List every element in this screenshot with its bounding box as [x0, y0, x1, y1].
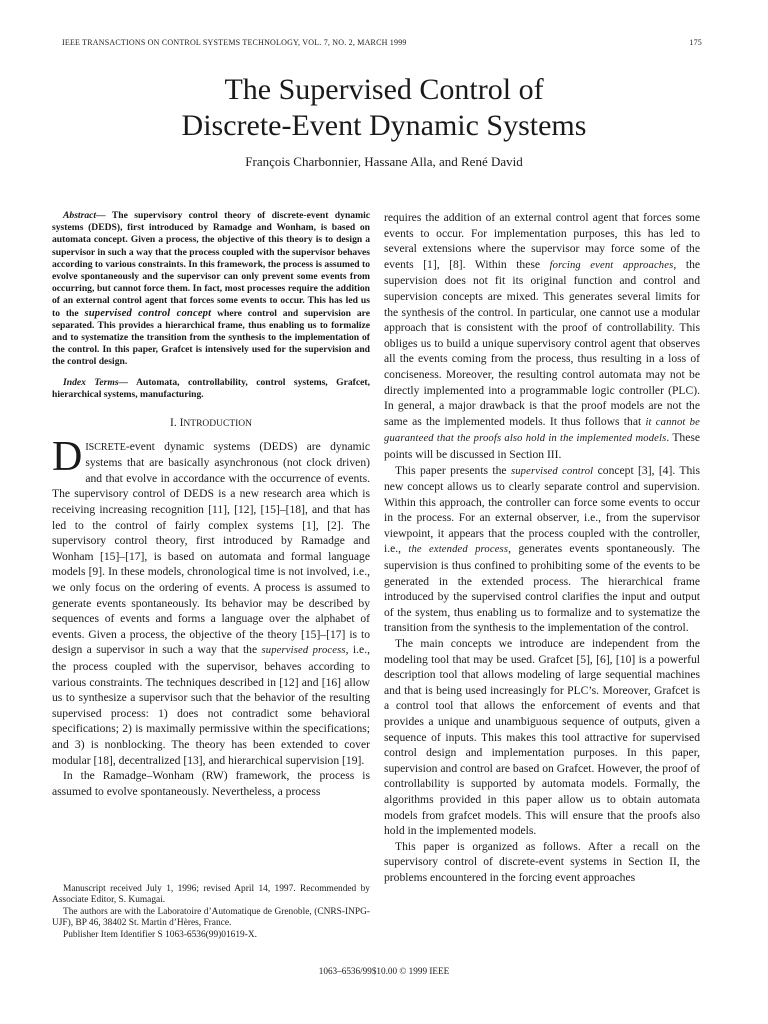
right-paragraph-3: The main concepts we introduce are independent from the modeling tool that may be used. Grafcet [5], [6], [10] is a powerful description tool that allows modeling of large sequential machines and that is being used increasingly for PLC’s. Moreover, Grafcet is a control tool that allows the enforcement of events and that provides a unique and unambiguous sequence of outputs, given a sequence of inputs. This makes this tool attractive for supervised control design and implementation purposes. In this paper, supervision and control are based on Grafcet. However, the proof of controllability is supported by automata models. Formally, the algorithms provided in this paper allow us to obtain automata models from grafcet models. This will ensure that the proofs also hold in the implemented models. — [384, 637, 700, 838]
footnote-manuscript: Manuscript received July 1, 1996; revised April 14, 1997. Recommended by Associate Editor, S. Kumagai. — [52, 884, 370, 906]
footnote — [52, 884, 370, 941]
intro-paragraph-1: DISCRETE-event dynamic systems (DEDS) are dynamic systems that are basically asynchronous (not clock driven) and that evolve in accordance with the occurrence of events. The supervisory control of DEDS is a new research area which is receiving increasing recognition [11], [12], [15]–[18], and that has led to the control of fairly complex systems [1], [2]. The supervisory control theory, first introduced by Ramadge and Wonham [15]–[17], is based on automata and formal language models [9]. In these models, chronological time is not involved, i.e., we only focus on the ordering of events. A process is assumed to generate events spontaneously. Its behavior may be described by sequences of events and forms a language over the alphabet of events. Given a process, the objective of the theory [15]–[17] is to design a supervisor in such a way that the supervised process, i.e., the process coupled with the supervisor, behaves according to various constraints. The techniques described in [12] and [16] allow us to synthesize a supervisor such that the behavior of the resulting supervised process: 1) does not contradict some behavioral specifications; 2) is maximally permissive within the specifications; and 3) is nonblocking. The theory has been extended to cover modular [18], decentralized [13], and hierarchical supervision [19]. — [52, 433, 370, 767]
left-column — [52, 210, 370, 799]
title-line-2: Discrete-Event Dynamic Systems — [181, 109, 587, 142]
section-heading-introduction: I. INTRODUCTION — [169, 417, 253, 430]
index-terms-lead: Index Terms— — [63, 376, 129, 388]
abstract-text-1: The supervisory control theory of discrete-event dynamic systems (DEDS), first introduced by Ramadge and Wonham, is based on automata concept. Given a process, the objective of this theory is to design a supervisor in such a way that the process coupled with the supervisor behaves according to various constraints. In this framework, the process is assumed to evolve spontaneously and the supervisor can only prevent some events from occurring, but cannot force them. In fact, most processes require the addition of an external control agent that forces some events to occur. This has led us to the — [52, 210, 370, 319]
title-line-1: The Supervised Control of — [224, 73, 544, 106]
author-list: François Charbonnier, Hassane Alla, and René David — [245, 154, 523, 169]
page-number: 175 — [689, 38, 702, 47]
right-paragraph-2: This paper presents the supervised control concept [3], [4]. This new concept allows us to clearly separate control and supervision. Within this approach, the controller can force some events to occur in the process. For an external observer, i.e., from the supervisor viewpoint, it appears that the process coupled with the controller, i.e., the extended process, generates events spontaneously. The supervision is thus confined to prohibiting some of the events to be generated in the extended process. The hierarchical frame introduced by the supervised control clarifies the input and output of the system, thus enabling us to formalize and to systematize the transition from the synthesis to the implementation of the control. — [384, 463, 700, 635]
copyright-line: 1063–6536/99$10.00 © 1999 IEEE — [318, 966, 450, 976]
footnote-affiliation: The authors are with the Laboratoire d’Automatique de Grenoble, (CNRS-INPG-UJF), BP 46, 38402 St. Martin d’Hères, France. — [52, 906, 370, 929]
paper-title — [0, 72, 768, 144]
index-terms-text: Automata, controllability, control systems, Grafcet, hierarchical systems, manufacturing. — [52, 376, 370, 400]
running-head — [62, 38, 702, 47]
right-column — [384, 210, 700, 886]
right-paragraph-4: This paper is organized as follows. After a recall on the supervisory control of discrete-event systems in Section II, the problems encountered in the forcing event approaches — [384, 839, 700, 884]
journal-info: IEEE TRANSACTIONS ON CONTROL SYSTEMS TECHNOLOGY, VOL. 7, NO. 2, MARCH 1999 — [62, 38, 407, 47]
abstract-lead: Abstract— — [63, 210, 106, 221]
footnote-divider — [52, 872, 370, 874]
abstract-text-2: where control and supervision are separated. This provides a hierarchical frame, thus enabling us to formalize and to systematize the transition from the synthesis to the implementation of the control. In this paper, Grafcet is intensively used for the supervision and the control design. — [52, 307, 370, 368]
right-paragraph-1: requires the addition of an external control agent that forces some events to occur. For implementation purposes, this has led to several extensions where the supervisor may force some of the events [1], [8]. Within these forcing event approaches, the supervision does not fit its original function and control and supervision concepts are mixed. This generates several limits for the synthesis of the control. In particular, one cannot use a modular approach that is consistent with the proof of controllability. This obliges us to build a unique supervisory control agent that observes all the events coming from the process, thus resulting in a loss of conciseness. Moreover, the resulting control automata may not be directly implemented into a programmable logic controller (PLC). In general, a major drawback is that the proof models are not the same as the implemented models. It thus follows that it cannot be guaranteed that the proofs also hold in the implemented models. These points will be discussed in Section III. — [384, 211, 701, 461]
drop-cap: D — [52, 433, 83, 480]
abstract-emphasis: supervised control concept — [84, 307, 212, 319]
footnote-publisher-id: Publisher Item Identifier S 1063-6536(99)01619-X. — [63, 929, 257, 940]
intro-emphasis: supervised process — [261, 645, 346, 657]
abstract — [52, 210, 370, 401]
intro-paragraph-2: In the Ramadge–Wonham (RW) framework, the process is assumed to evolve spontaneously. Nevertheless, a process — [52, 769, 370, 798]
